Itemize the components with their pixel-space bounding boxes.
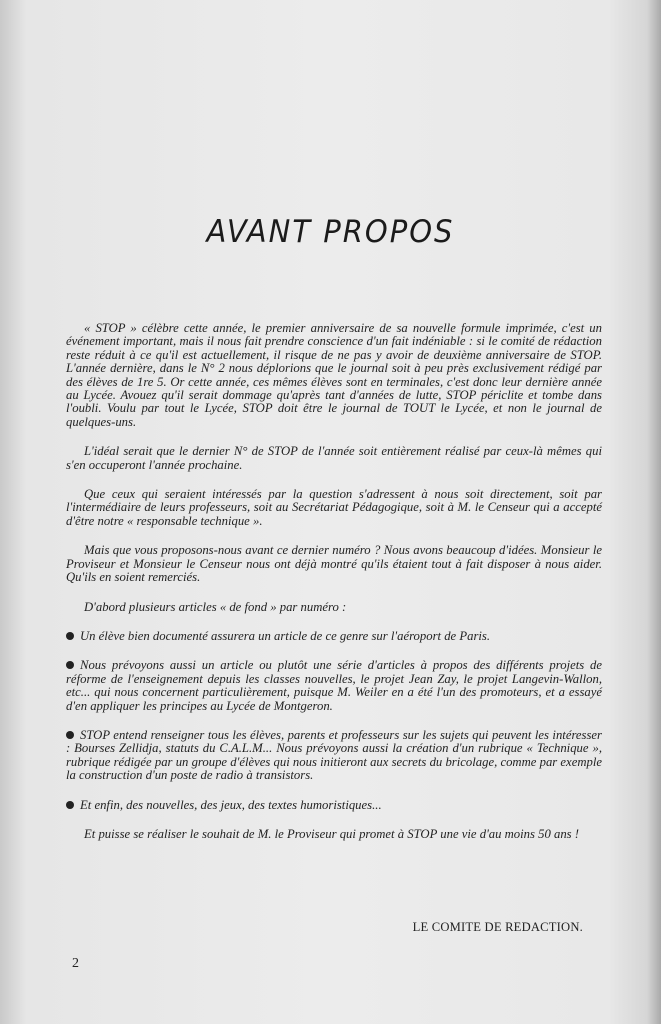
paragraph-5: D'abord plusieurs articles « de fond » par numéro : [84,599,347,614]
bullet-text-1: Un élève bien documenté assurera un article de ce genre sur l'aéroport de Paris. [80,628,491,643]
page-title: AVANT PROPOS [206,212,455,250]
paragraph-2: L'idéal serait que le dernier N° de STOP de l'année soit entièrement réalisé par ceux-là mêmes qui s'en occuperont l'année prochaine. [66,444,602,472]
bullet-text-4: Et enfin, des nouvelles, des jeux, des textes humoristiques... [80,797,382,812]
bullet-icon [66,731,74,739]
bullet-icon [66,661,74,669]
signature: LE COMITE DE REDACTION. [412,920,583,934]
document-body [66,322,602,857]
page-number: 2 [72,956,79,971]
closing-paragraph: Et puisse se réaliser le souhait de M. le Proviseur qui promet à STOP une vie d'au moins 50 ans ! [84,826,580,841]
bullet-icon [66,632,74,640]
bullet-icon [66,801,74,809]
bullet-text-3: STOP entend renseigner tous les élèves, parents et professeurs sur les sujets qui peuvent les intéresser : Bourses Zellidja, statuts du C.A.L.M... Nous prévoyons aussi la création d'un rubrique « Technique », rubrique rédigée par un groupe d'élèves qui nous initieront aux secrets du bricolage, comme par exemple la construction d'un poste de radio à transistors. [66,727,602,783]
bullet-text-2: Nous prévoyons aussi un article ou plutôt une série d'articles à propos des différents projets de réforme de l'enseignement depuis les classes nouvelles, le projet Jean Zay, le projet Langevin-Wallon, etc... qui nous concernent particulièrement, puisque M. Weiler en a été l'un des promoteurs, et a essayé d'en appliquer les principes au Lycée de Montgeron. [66,658,602,713]
paragraph-4: Mais que vous proposons-nous avant ce dernier numéro ? Nous avons beaucoup d'idées. Monsieur le Proviseur et Monsieur le Censeur nous ont déjà montré qu'ils étaient tout à fait disposer à nous aider. Qu'ils en soient remerciés. [66,543,602,585]
bullet-item-4 [66,799,602,812]
paragraph-1: « STOP » célèbre cette année, le premier anniversaire de sa nouvelle formule imprimée, c'est un événement important, mais il nous fait prendre conscience d'un fait indéniable : si le comité de rédaction reste réduit à ce qu'il est actuellement, il risque de ne pas y avoir de deuxième anniversaire de STOP. L'année dernière, dans le N° 2 nous déplorions que le journal soit à peu près exclusivement rédigé par des élèves de 1re 5. Or cette année, ces mêmes élèves sont en terminales, c'est donc leur dernière année au Lycée. Avouez qu'il serait dommage qu'après tant d'années de lutte, STOP périclite et tombe dans l'oubli. Voulu par tout le Lycée, STOP doit être le journal de TOUT le Lycée, et non le journal de quelques-uns. [66,321,602,429]
bullet-item-2 [66,659,602,713]
bullet-item-1 [66,630,602,643]
paragraph-3: Que ceux qui seraient intéressés par la question s'adressent à nous soit directement, soit par l'intermédiaire de leurs professeurs, soit au Secrétariat Pédagogique, soit à M. le Censeur qui a accepté d'être notre « responsable technique ». [66,487,602,528]
bullet-item-3 [66,729,602,783]
